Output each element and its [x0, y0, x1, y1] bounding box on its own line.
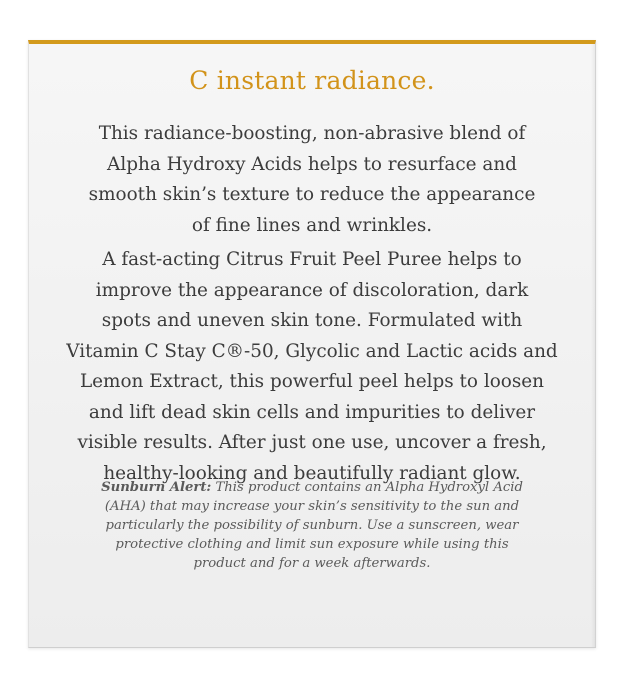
paragraph-line: visible results. After just one use, uncover a fresh, [77, 432, 547, 453]
sunburn-alert-notice [29, 478, 595, 573]
alert-line: (AHA) that may increase your skin’s sensitivity to the sun and [104, 499, 520, 514]
paragraph-line: of fine lines and wrinkles. [191, 214, 433, 236]
description-paragraph-2 [29, 245, 595, 489]
paragraph-line: Lemon Extract, this powerful peel helps to loosen [79, 371, 545, 392]
paragraph-line: A fast-acting Citrus Fruit Peel Puree helps to [102, 249, 522, 270]
paragraph-line: and lift dead skin cells and impurities to deliver [88, 401, 536, 423]
paragraph-line: spots and uneven skin tone. Formulated with [101, 310, 523, 331]
paragraph-line: Alpha Hydroxy Acids helps to resurface and [107, 153, 517, 175]
paragraph-line: Vitamin C Stay C®-50, Glycolic and Lactic acids and [66, 340, 558, 362]
product-info-panel [28, 40, 596, 648]
paragraph-line: healthy-looking and beautifully radiant glow. [103, 462, 521, 484]
alert-line: product and for a week afterwards. [193, 556, 431, 571]
paragraph-line: smooth skin’s texture to reduce the appearance [88, 184, 536, 205]
sunburn-alert-label: Sunburn Alert: [101, 480, 212, 495]
panel-heading: C instant radiance. [189, 66, 435, 95]
alert-line-text: This product contains an Alpha Hydroxyl Acid [211, 480, 523, 495]
alert-line: protective clothing and limit sun exposure while using this [115, 537, 509, 552]
paragraph-line: improve the appearance of discoloration, dark [95, 279, 529, 301]
paragraph-line: This radiance-boosting, non-abrasive blend of [98, 123, 526, 144]
alert-line [29, 478, 595, 497]
alert-line: particularly the possibility of sunburn. Use a sunscreen, wear [105, 518, 519, 533]
description-paragraph-1 [29, 119, 595, 241]
